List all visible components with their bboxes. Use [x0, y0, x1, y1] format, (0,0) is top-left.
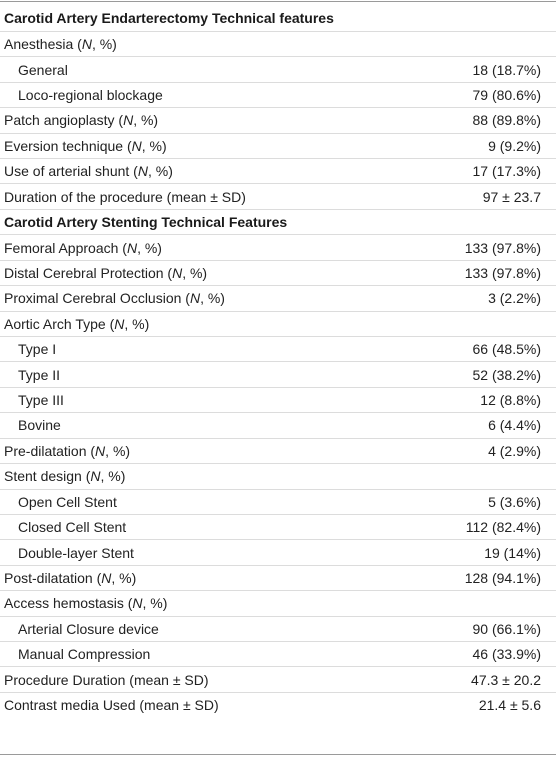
table-row: [0, 82, 556, 107]
row-value: 9 (9.2%): [406, 133, 556, 158]
row-label: [0, 692, 406, 717]
row-label-suffix: , %): [124, 315, 150, 332]
row-value: 66 (48.5%): [406, 336, 556, 361]
row-value: [406, 209, 556, 234]
row-label-text: Patch angioplasty (: [4, 112, 124, 129]
row-label-suffix: , %): [200, 290, 225, 307]
row-value: 17 (17.3%): [406, 159, 556, 184]
row-label-text: Type II: [18, 366, 61, 383]
row-label-text: Duration of the procedure (mean ± SD): [4, 188, 246, 205]
row-label-text: General: [18, 61, 68, 78]
row-value: [406, 311, 556, 336]
row-label: [0, 362, 406, 387]
table-row: [0, 31, 556, 56]
row-label: [0, 616, 406, 641]
row-value: 6 (4.4%): [406, 413, 556, 438]
row-label: [0, 6, 406, 31]
table-row: [0, 514, 556, 539]
row-unit: N: [90, 468, 101, 485]
row-label-text: Procedure Duration (mean ± SD): [4, 671, 209, 688]
row-label: [0, 540, 406, 565]
row-label-text: Type III: [18, 392, 64, 409]
row-label: [0, 464, 406, 489]
row-unit: N: [101, 569, 112, 586]
table-row: [0, 235, 556, 260]
row-label-suffix: , %): [142, 595, 168, 612]
row-unit: N: [172, 264, 183, 281]
row-label-text: Aortic Arch Type (: [4, 315, 115, 332]
row-label-suffix: , %): [105, 442, 131, 459]
row-value: 88 (89.8%): [406, 108, 556, 133]
table-row: [0, 260, 556, 285]
row-label-text: Contrast media Used (mean ± SD): [4, 697, 219, 714]
row-label: [0, 489, 406, 514]
table-row: [0, 159, 556, 184]
row-label-text: Distal Cerebral Protection (: [4, 264, 173, 281]
table-row: [0, 464, 556, 489]
row-label-text: Type I: [18, 341, 57, 358]
table-row: [0, 413, 556, 438]
table-row: [0, 616, 556, 641]
row-unit: N: [95, 442, 106, 459]
row-value: 18 (18.7%): [406, 57, 556, 82]
features-table: [0, 6, 556, 718]
table-row: [0, 642, 556, 667]
row-value: 112 (82.4%): [406, 514, 556, 539]
row-label: [0, 438, 406, 463]
row-label-text: Double-layer Stent: [18, 544, 134, 561]
row-label-text: Carotid Artery Endarterectomy Technical features: [4, 10, 334, 27]
row-label: [0, 235, 406, 260]
table-row: [0, 57, 556, 82]
section-header-row: [0, 6, 556, 31]
table-body: [0, 6, 556, 718]
row-label-text: Bovine: [18, 417, 61, 434]
row-value: 133 (97.8%): [406, 260, 556, 285]
table-bottom-rule: [0, 754, 556, 755]
row-label: [0, 209, 406, 234]
row-label: [0, 591, 406, 616]
row-value: 97 ± 23.7: [406, 184, 556, 209]
row-value: 90 (66.1%): [406, 616, 556, 641]
row-label-text: Femoral Approach (: [4, 239, 127, 256]
section-header-row: [0, 209, 556, 234]
row-label-text: Use of arterial shunt (: [4, 163, 138, 180]
row-value: [406, 31, 556, 56]
table-row: [0, 667, 556, 692]
row-label: [0, 31, 406, 56]
row-label-text: Stent design (: [4, 468, 91, 485]
table-row: [0, 311, 556, 336]
row-label-text: Proximal Cerebral Occlusion (: [4, 290, 190, 307]
row-label-suffix: , %): [133, 112, 159, 129]
row-label: [0, 184, 406, 209]
row-value: [406, 591, 556, 616]
table-row: [0, 108, 556, 133]
table-row: [0, 336, 556, 361]
row-label-suffix: , %): [137, 239, 162, 256]
table-row: [0, 489, 556, 514]
row-value: 46 (33.9%): [406, 642, 556, 667]
row-label-suffix: , %): [182, 264, 208, 281]
row-label: [0, 642, 406, 667]
row-label-text: Closed Cell Stent: [18, 519, 127, 536]
row-label: [0, 108, 406, 133]
row-label: [0, 413, 406, 438]
row-unit: N: [137, 163, 148, 180]
row-label-suffix: , %): [111, 569, 137, 586]
table-row: [0, 184, 556, 209]
row-label-text: Post-dilatation (: [4, 569, 102, 586]
table-row: [0, 540, 556, 565]
table-row: [0, 362, 556, 387]
row-label: [0, 336, 406, 361]
row-value: 5 (3.6%): [406, 489, 556, 514]
row-unit: N: [189, 290, 201, 307]
row-value: 4 (2.9%): [406, 438, 556, 463]
table-row: [0, 133, 556, 158]
table-row: [0, 591, 556, 616]
row-value: [406, 464, 556, 489]
row-value: 3 (2.2%): [406, 286, 556, 311]
table-row: [0, 387, 556, 412]
row-label-text: Loco-regional blockage: [18, 86, 163, 103]
row-label: [0, 514, 406, 539]
row-value: 52 (38.2%): [406, 362, 556, 387]
row-label-text: Anesthesia (: [4, 36, 82, 53]
row-unit: N: [126, 239, 138, 256]
table-row: [0, 438, 556, 463]
row-value: 21.4 ± 5.6: [478, 697, 541, 714]
row-value: 133 (97.8%): [406, 235, 556, 260]
row-label: [0, 82, 406, 107]
row-unit: N: [123, 112, 134, 129]
row-label-text: Access hemostasis (: [4, 595, 133, 612]
row-label: [0, 387, 406, 412]
table-row: [0, 692, 556, 717]
row-label: [0, 159, 406, 184]
row-unit: N: [114, 315, 125, 332]
row-value: 47.3 ± 20.2: [406, 667, 556, 692]
row-label-text: Pre-dilatation (: [4, 442, 96, 459]
row-label-text: Carotid Artery Stenting Technical Features: [4, 214, 288, 231]
row-value: [406, 6, 556, 31]
row-label-suffix: , %): [147, 163, 173, 180]
row-label-suffix: , %): [91, 36, 117, 53]
row-unit: N: [131, 137, 142, 154]
row-label-suffix: , %): [100, 468, 126, 485]
table-row: [0, 565, 556, 590]
row-label: [0, 133, 406, 158]
row-unit: N: [81, 36, 92, 53]
row-label: [0, 57, 406, 82]
row-value: 12 (8.8%): [406, 387, 556, 412]
row-label-suffix: , %): [141, 137, 167, 154]
row-label: [0, 667, 406, 692]
row-label: [0, 311, 406, 336]
row-label: [0, 260, 406, 285]
row-label: [0, 565, 406, 590]
row-unit: N: [132, 595, 143, 612]
row-value: 128 (94.1%): [406, 565, 556, 590]
table-top-rule: [0, 1, 556, 2]
row-label-text: Arterial Closure device: [18, 620, 159, 637]
table-row: [0, 286, 556, 311]
row-label-text: Manual Compression: [18, 646, 151, 663]
row-label-text: Eversion technique (: [4, 137, 132, 154]
row-label-text: Open Cell Stent: [18, 493, 117, 510]
row-label: [0, 286, 406, 311]
row-value: 19 (14%): [406, 540, 556, 565]
row-value: 79 (80.6%): [406, 82, 556, 107]
